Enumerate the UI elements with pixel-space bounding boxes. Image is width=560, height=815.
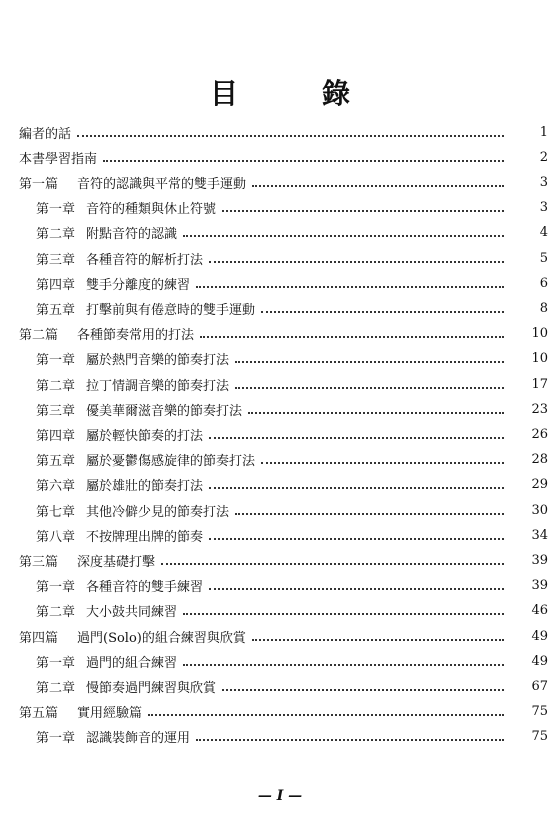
entry-number: 第二篇: [19, 328, 59, 344]
dot-leader: [235, 500, 504, 515]
entry-page-number: 39: [531, 578, 548, 594]
dot-leader: [183, 222, 504, 237]
entry-number: 第三篇: [19, 554, 59, 570]
entry-title: [36, 425, 203, 444]
entry-title: [19, 627, 246, 646]
dot-leader: [261, 449, 504, 464]
entry-label: 屬於雄壯的節奏打法: [86, 479, 204, 495]
entry-label: 認識裝飾音的運用: [86, 731, 191, 747]
entry-number: 第一章: [36, 731, 76, 747]
entry-title: [36, 601, 177, 620]
entry-label: 大小鼓共同練習: [86, 605, 178, 621]
entry-page-number: 75: [531, 704, 548, 720]
entry-page-number: 17: [531, 376, 548, 392]
toc-chapter-entry: [36, 347, 548, 371]
toc-chapter-entry: [36, 649, 548, 673]
entry-number: 第六章: [36, 479, 76, 495]
entry-label: 過門(Solo)的組合練習與欣賞: [77, 630, 246, 646]
toc-chapter-entry: [36, 196, 548, 220]
entry-page-number: 5: [539, 250, 548, 266]
entry-page-number: 3: [539, 200, 548, 216]
entry-label: 各種音符的雙手練習: [86, 580, 204, 596]
entry-number: 第一章: [36, 202, 76, 218]
entry-label: 音符的種類與休止符號: [86, 202, 217, 218]
toc-chapter-entry: [36, 674, 548, 698]
entry-label: 屬於熱門音樂的節奏打法: [86, 353, 230, 369]
entry-number: 第二章: [36, 605, 76, 621]
toc-part-entry: [19, 700, 548, 724]
toc-chapter-entry: [36, 422, 548, 446]
entry-label: 慢節奏過門練習與欣賞: [86, 680, 217, 696]
entry-page-number: 3: [539, 174, 548, 190]
entry-page-number: 34: [531, 527, 548, 543]
dot-leader: [252, 172, 504, 187]
entry-number: 第八章: [36, 529, 76, 545]
dot-leader: [222, 676, 504, 691]
entry-label: 附點音符的認識: [86, 227, 178, 243]
entry-page-number: 4: [539, 225, 548, 241]
toc-part-entry: [19, 120, 548, 144]
entry-number: 第五章: [36, 302, 76, 318]
entry-label: 屬於憂鬱傷感旋律的節奏打法: [86, 454, 256, 470]
entry-label: 打擊前與有倦意時的雙手運動: [86, 302, 256, 318]
entry-page-number: 10: [531, 326, 548, 342]
entry-page-number: 46: [531, 603, 548, 619]
toc-chapter-entry: [36, 599, 548, 623]
entry-title: [19, 324, 194, 343]
entry-page-number: 49: [531, 653, 548, 669]
toc-part-entry: [19, 548, 548, 572]
entry-title: [36, 274, 190, 293]
entry-number: 第一章: [36, 655, 76, 671]
entry-page-number: 6: [539, 275, 548, 291]
entry-page-number: 10: [531, 351, 548, 367]
entry-number: 第二章: [36, 227, 76, 243]
page-number-footer: — I —: [257, 788, 303, 804]
toc-part-entry: [19, 322, 548, 346]
dot-leader: [209, 575, 504, 590]
entry-label: 雙手分離度的練習: [86, 277, 191, 293]
entry-number: 第一篇: [19, 176, 59, 192]
entry-number: 第二章: [36, 680, 76, 696]
toc-chapter-entry: [36, 246, 548, 270]
dot-leader: [200, 323, 504, 338]
entry-label: 不按牌理出牌的節奏: [86, 529, 204, 545]
dot-leader: [196, 273, 504, 288]
page-title: 目 錄: [209, 77, 378, 110]
toc-part-entry: [19, 170, 548, 194]
entry-number: 第七章: [36, 504, 76, 520]
dot-leader: [148, 701, 504, 716]
entry-label: 優美華爾滋音樂的節奏打法: [86, 403, 243, 419]
entry-number: 第四篇: [19, 630, 59, 646]
entry-title: [36, 450, 255, 469]
entry-label: 屬於輕快節奏的打法: [86, 428, 204, 444]
entry-title: [36, 501, 229, 520]
dot-leader: [183, 651, 504, 666]
toc-chapter-entry: [36, 372, 548, 396]
entry-title: [36, 677, 216, 696]
entry-title: [36, 727, 190, 746]
toc-part-entry: [19, 624, 548, 648]
entry-label: 過門的組合練習: [86, 655, 178, 671]
entry-page-number: 23: [531, 401, 548, 417]
entry-label: 實用經驗篇: [77, 706, 143, 722]
entry-page-number: 29: [531, 477, 548, 493]
dot-leader: [103, 147, 504, 162]
entry-title: [36, 475, 203, 494]
entry-title: [36, 576, 203, 595]
toc-chapter-entry: [36, 498, 548, 522]
entry-title: [36, 375, 229, 394]
dot-leader: [261, 298, 504, 313]
dot-leader: [183, 600, 504, 615]
toc-chapter-entry: [36, 296, 548, 320]
entry-number: 第四章: [36, 277, 76, 293]
toc-chapter-entry: [36, 397, 548, 421]
dot-leader: [209, 474, 504, 489]
dot-leader: [222, 197, 504, 212]
dot-leader: [209, 424, 504, 439]
entry-page-number: 75: [531, 729, 548, 745]
entry-label: 音符的認識與平常的雙手運動: [77, 176, 247, 192]
entry-title: [19, 702, 142, 721]
dot-leader: [77, 122, 504, 137]
entry-title: [36, 249, 203, 268]
entry-label: 本書學習指南: [19, 151, 98, 167]
entry-label: 其他冷僻少見的節奏打法: [86, 504, 230, 520]
dot-leader: [252, 626, 504, 641]
toc-part-entry: [19, 145, 548, 169]
dot-leader: [209, 248, 504, 263]
toc-chapter-entry: [36, 725, 548, 749]
entry-label: 各種音符的解析打法: [86, 252, 204, 268]
entry-page-number: 49: [531, 628, 548, 644]
dot-leader: [209, 525, 504, 540]
entry-label: 拉丁情調音樂的節奏打法: [86, 378, 230, 394]
entry-title: [36, 652, 177, 671]
entry-title: [36, 349, 229, 368]
entry-page-number: 8: [539, 300, 548, 316]
dot-leader: [235, 348, 504, 363]
entry-page-number: 2: [539, 149, 548, 165]
entry-title: [19, 173, 246, 192]
entry-number: 第三章: [36, 403, 76, 419]
dot-leader: [161, 550, 504, 565]
entry-title: [19, 551, 155, 570]
toc-chapter-entry: [36, 271, 548, 295]
entry-title: [36, 198, 216, 217]
dot-leader: [248, 399, 504, 414]
entry-page-number: 28: [531, 452, 548, 468]
entry-title: [36, 526, 203, 545]
entry-number: 第一章: [36, 580, 76, 596]
entry-title: [36, 400, 242, 419]
toc-chapter-entry: [36, 473, 548, 497]
entry-number: 第五篇: [19, 706, 59, 722]
toc-chapter-entry: [36, 221, 548, 245]
dot-leader: [235, 374, 504, 389]
entry-number: 第二章: [36, 378, 76, 394]
entry-page-number: 30: [531, 502, 548, 518]
entry-number: 第三章: [36, 252, 76, 268]
entry-page-number: 26: [531, 426, 548, 442]
entry-label: 深度基礎打擊: [77, 554, 156, 570]
dot-leader: [196, 726, 504, 741]
entry-title: [19, 148, 97, 167]
entry-page-number: 1: [539, 124, 548, 140]
entry-title: [36, 223, 177, 242]
entry-label: 各種節奏常用的打法: [77, 328, 195, 344]
entry-number: 第四章: [36, 428, 76, 444]
entry-number: 第一章: [36, 353, 76, 369]
entry-label: 編者的話: [19, 126, 72, 142]
entry-number: 第五章: [36, 454, 76, 470]
toc-chapter-entry: [36, 523, 548, 547]
entry-page-number: 39: [531, 552, 548, 568]
entry-title: [36, 299, 255, 318]
entry-page-number: 67: [531, 678, 548, 694]
toc-chapter-entry: [36, 574, 548, 598]
toc-chapter-entry: [36, 448, 548, 472]
entry-title: [19, 123, 71, 142]
